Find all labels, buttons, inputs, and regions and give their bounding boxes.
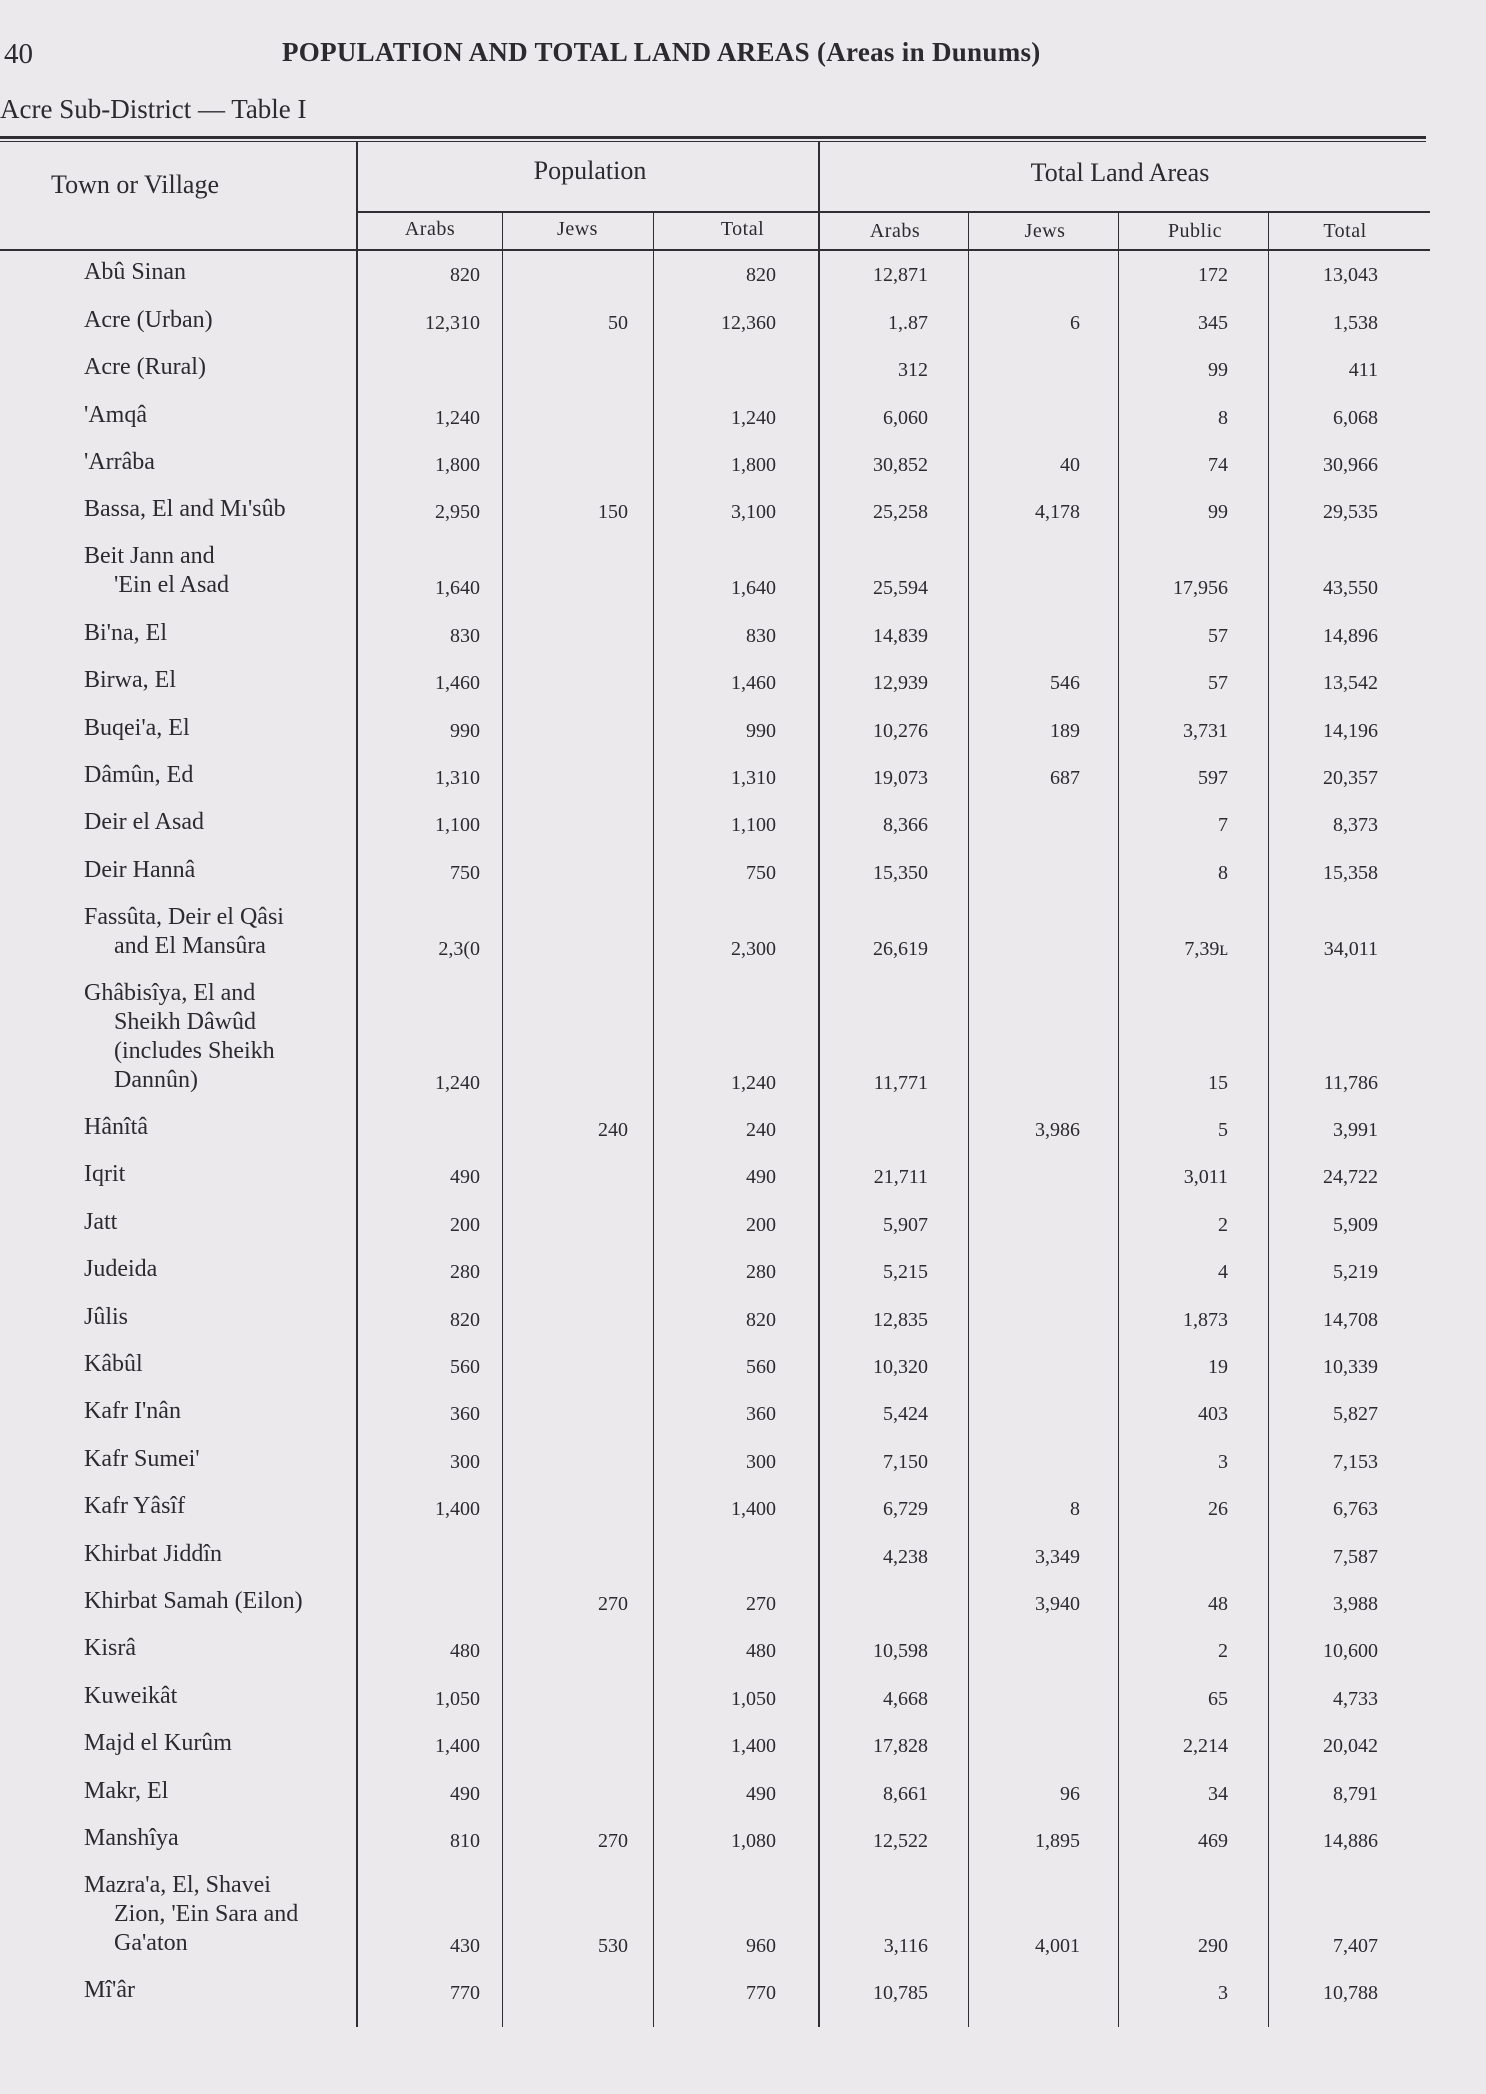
land-public-cell: 7 [1218, 814, 1228, 837]
land-public-cell: 26 [1208, 1498, 1228, 1521]
pop-total-cell: 750 [746, 861, 776, 884]
table-row [0, 1579, 1430, 1626]
land-arabs-cell: 8,366 [883, 814, 928, 837]
land-total-cell: 14,886 [1323, 1829, 1378, 1852]
pop-arabs-cell: 830 [450, 624, 480, 647]
pop-total-cell: 830 [746, 624, 776, 647]
pop-arabs-cell: 490 [450, 1166, 480, 1189]
village-name [84, 353, 354, 382]
land-total-cell: 1,538 [1333, 311, 1378, 334]
land-public-cell: 3,011 [1183, 1166, 1228, 1189]
land-public-cell: 5 [1218, 1119, 1228, 1142]
table-row [0, 345, 1430, 392]
village-name [84, 1350, 354, 1379]
land-total-cell: 11,786 [1323, 1071, 1378, 1094]
pop-total-cell: 1,080 [731, 1829, 776, 1852]
land-arabs-cell: 312 [898, 359, 928, 382]
table-row [0, 297, 1430, 344]
land-arabs-cell: 5,215 [883, 1261, 928, 1284]
village-name [84, 1255, 354, 1284]
pop-total-cell: 990 [746, 719, 776, 742]
village-name [84, 1208, 354, 1237]
land-total-cell: 6,763 [1333, 1498, 1378, 1521]
village-name [84, 1976, 354, 2005]
village-name-line: Bassa, El and Mı'sûb [84, 496, 286, 523]
table-row [0, 847, 1430, 894]
subheader-pop-jews: Jews [557, 218, 598, 240]
header-town: Town or Village [51, 170, 219, 199]
village-name [84, 903, 354, 961]
village-name-line: Iqrit [84, 1161, 126, 1188]
land-total-cell: 43,550 [1323, 577, 1378, 600]
pop-total-cell: 1,400 [731, 1498, 776, 1521]
village-name [84, 979, 354, 1095]
table-row [0, 658, 1430, 705]
land-arabs-cell: 12,522 [873, 1829, 928, 1852]
pop-total-cell: 820 [746, 264, 776, 287]
pop-total-cell: 1,050 [731, 1687, 776, 1710]
land-arabs-cell: 10,320 [873, 1356, 928, 1379]
village-name [84, 258, 354, 287]
pop-arabs-cell: 300 [450, 1450, 480, 1473]
pop-arabs-cell: 560 [450, 1356, 480, 1379]
pop-arabs-cell: 770 [450, 1982, 480, 2005]
land-total-cell: 3,988 [1333, 1592, 1378, 1615]
village-name-line: Kafr Sumei' [84, 1445, 200, 1472]
land-total-cell: 10,600 [1323, 1640, 1378, 1663]
pop-total-cell: 12,360 [721, 311, 776, 334]
land-public-cell: 3 [1218, 1450, 1228, 1473]
village-name-line: Acre (Urban) [84, 306, 213, 333]
land-arabs-cell: 17,828 [873, 1735, 928, 1758]
village-name [84, 306, 354, 335]
village-name-line: Makr, El [84, 1777, 169, 1804]
top-rule-thin [0, 141, 1426, 142]
pop-total-cell: 770 [746, 1982, 776, 2005]
land-arabs-cell: 12,939 [873, 672, 928, 695]
pop-arabs-cell: 490 [450, 1782, 480, 1805]
village-name [84, 1113, 354, 1142]
subheader-pop-arabs: Arabs [404, 218, 456, 240]
village-name-line: Majd el Kurûm [84, 1730, 232, 1757]
land-total-cell: 20,357 [1323, 766, 1378, 789]
table-row [0, 1389, 1430, 1436]
table-row [0, 1247, 1430, 1294]
village-name-line: Khirbat Samah (Eilon) [84, 1587, 303, 1614]
pop-arabs-cell: 1,240 [435, 406, 480, 429]
table-row [0, 1294, 1430, 1341]
land-public-cell: 99 [1208, 359, 1228, 382]
land-public-cell: 3,731 [1183, 719, 1228, 742]
pop-arabs-cell: 480 [450, 1640, 480, 1663]
land-public-cell: 74 [1208, 453, 1228, 476]
land-jews-cell: 189 [1050, 719, 1080, 742]
land-arabs-cell: 10,276 [873, 719, 928, 742]
land-public-cell: 34 [1208, 1782, 1228, 1805]
pop-arabs-cell: 1,050 [435, 1687, 480, 1710]
village-name [84, 714, 354, 743]
village-name-line: Beit Jann and [84, 543, 215, 570]
land-arabs-cell: 12,871 [873, 264, 928, 287]
village-name-line: Kâbûl [84, 1351, 143, 1378]
village-name [84, 1587, 354, 1616]
village-name-line: (includes Sheikh [114, 1037, 275, 1064]
village-name [84, 1871, 354, 1958]
land-arabs-cell: 10,785 [873, 1982, 928, 2005]
land-total-cell: 24,722 [1323, 1166, 1378, 1189]
land-jews-cell: 96 [1060, 1782, 1080, 1805]
village-name-line: Manshîya [84, 1824, 179, 1851]
table-row [0, 753, 1430, 800]
village-name [84, 761, 354, 790]
pop-arabs-cell: 200 [450, 1213, 480, 1236]
land-total-cell: 7,407 [1333, 1934, 1378, 1957]
land-public-cell: 57 [1208, 672, 1228, 695]
pop-total-cell: 960 [746, 1934, 776, 1957]
land-arabs-cell: 12,835 [873, 1308, 928, 1331]
village-name [84, 1634, 354, 1663]
land-public-cell: 4 [1218, 1261, 1228, 1284]
table-row [0, 610, 1430, 657]
top-rule [0, 136, 1426, 139]
land-arabs-cell: 4,238 [883, 1545, 928, 1568]
table-row [0, 392, 1430, 439]
pop-total-cell: 2,300 [731, 937, 776, 960]
pop-total-cell: 1,240 [731, 1071, 776, 1094]
table-row [0, 971, 1430, 1105]
table-row [0, 1484, 1430, 1531]
pop-total-cell: 1,240 [731, 406, 776, 429]
land-public-cell: 2,214 [1183, 1735, 1228, 1758]
land-public-cell: 17,956 [1173, 577, 1228, 600]
village-name-line: Khirbat Jiddîn [84, 1540, 222, 1567]
pop-total-cell: 300 [746, 1450, 776, 1473]
village-name [84, 495, 354, 524]
village-name-line: Judeida [84, 1256, 158, 1283]
village-name [84, 1303, 354, 1332]
land-jews-cell: 3,986 [1035, 1119, 1080, 1142]
data-table [0, 250, 1430, 2015]
table-row [0, 1152, 1430, 1199]
land-total-cell: 14,196 [1323, 719, 1378, 742]
village-name-line: 'Ein el Asad [114, 572, 229, 599]
village-name-line: Deir el Asad [84, 809, 204, 836]
table-row [0, 1342, 1430, 1389]
village-name [84, 808, 354, 837]
pop-total-cell: 480 [746, 1640, 776, 1663]
village-name-line: Dannûn) [114, 1066, 198, 1093]
table-subtitle: Acre Sub-District — Table I [0, 94, 307, 124]
pop-total-cell: 490 [746, 1782, 776, 1805]
land-public-cell: 597 [1198, 766, 1228, 789]
village-name-line: Mazra'a, El, Shavei [84, 1871, 271, 1898]
village-name-line: Kisrâ [84, 1635, 136, 1662]
village-name-line: Deir Hannâ [84, 856, 196, 883]
land-jews-cell: 40 [1060, 453, 1080, 476]
land-jews-cell: 4,001 [1035, 1934, 1080, 1957]
land-public-cell: 345 [1198, 311, 1228, 334]
pop-total-cell: 360 [746, 1403, 776, 1426]
land-total-cell: 14,708 [1323, 1308, 1378, 1331]
table-row [0, 1816, 1430, 1863]
land-total-cell: 13,542 [1323, 672, 1378, 695]
pop-jews-cell: 530 [598, 1934, 628, 1957]
header-population: Population [533, 156, 647, 185]
subheader-land-arabs: Arabs [869, 220, 921, 242]
land-public-cell: 48 [1208, 1592, 1228, 1615]
land-public-cell: 469 [1198, 1829, 1228, 1852]
village-name [84, 1492, 354, 1521]
land-arabs-cell: 6,060 [883, 406, 928, 429]
village-name-line: Acre (Rural) [84, 354, 206, 381]
land-arabs-cell: 10,598 [873, 1640, 928, 1663]
land-arabs-cell: 25,594 [873, 577, 928, 600]
land-total-cell: 10,788 [1323, 1982, 1378, 2005]
subheader-land-total: Total [1323, 220, 1367, 242]
pop-jews-cell: 150 [598, 501, 628, 524]
table-row [0, 1721, 1430, 1768]
land-arabs-cell: 14,839 [873, 624, 928, 647]
table-row [0, 1768, 1430, 1815]
land-public-cell: 65 [1208, 1687, 1228, 1710]
pop-arabs-cell: 360 [450, 1403, 480, 1426]
village-name [84, 1824, 354, 1853]
land-jews-cell: 6 [1070, 311, 1080, 334]
land-total-cell: 7,153 [1333, 1450, 1378, 1473]
table-row [0, 1199, 1430, 1246]
land-arabs-cell: 30,852 [873, 453, 928, 476]
village-name-line: Jûlis [84, 1303, 129, 1330]
subheader-pop-total: Total [720, 218, 765, 240]
land-arabs-cell: 15,350 [873, 861, 928, 884]
land-public-cell: 8 [1218, 406, 1228, 429]
pop-arabs-cell: 820 [450, 264, 480, 287]
pop-arabs-cell: 820 [450, 1308, 480, 1331]
village-name [84, 1397, 354, 1426]
subheader-land-jews: Jews [1024, 220, 1066, 242]
village-name-line: Buqei'a, El [84, 714, 190, 741]
pop-arabs-cell: 1,310 [435, 766, 480, 789]
village-name [84, 1540, 354, 1569]
table-row [0, 1436, 1430, 1483]
village-name-line: Jatt [84, 1208, 118, 1235]
pop-arabs-cell: 2,950 [435, 501, 480, 524]
land-total-cell: 5,827 [1333, 1403, 1378, 1426]
village-name-line: Ghâbisîya, El and [84, 979, 256, 1006]
land-total-cell: 15,358 [1323, 861, 1378, 884]
land-total-cell: 3,991 [1333, 1119, 1378, 1142]
land-public-cell: 290 [1198, 1934, 1228, 1957]
pop-arabs-cell: 430 [450, 1934, 480, 1957]
land-total-cell: 5,219 [1333, 1261, 1378, 1284]
pop-total-cell: 240 [746, 1119, 776, 1142]
village-name [84, 1777, 354, 1806]
land-public-cell: 2 [1218, 1213, 1228, 1236]
land-public-cell: 99 [1208, 501, 1228, 524]
land-public-cell: 57 [1208, 624, 1228, 647]
pop-total-cell: 1,310 [731, 766, 776, 789]
village-name [84, 1729, 354, 1758]
table-row [0, 487, 1430, 534]
pop-arabs-cell: 1,800 [435, 453, 480, 476]
table-row [0, 895, 1430, 971]
land-arabs-cell: 25,258 [873, 501, 928, 524]
pop-arabs-cell: 1,640 [435, 577, 480, 600]
land-total-cell: 13,043 [1323, 264, 1378, 287]
village-name-line: 'Arrâba [84, 448, 155, 475]
subheader-land-public: Public [1167, 220, 1223, 242]
village-name [84, 542, 354, 600]
pop-arabs-cell: 1,240 [435, 1071, 480, 1094]
pop-total-cell: 490 [746, 1166, 776, 1189]
pop-arabs-cell: 1,400 [435, 1498, 480, 1521]
village-name-line: Ga'aton [114, 1929, 188, 1956]
land-jews-cell: 1,895 [1035, 1829, 1080, 1852]
village-name-line: Sheikh Dâwûd [114, 1008, 256, 1035]
table-row [0, 440, 1430, 487]
land-jews-cell: 546 [1050, 672, 1080, 695]
pop-arabs-cell: 990 [450, 719, 480, 742]
page-title: POPULATION AND TOTAL LAND AREAS (Areas in Dunums) [282, 37, 1041, 67]
land-total-cell: 34,011 [1323, 937, 1378, 960]
land-public-cell: 19 [1208, 1356, 1228, 1379]
pop-total-cell: 1,400 [731, 1735, 776, 1758]
land-public-cell: 1,873 [1183, 1308, 1228, 1331]
land-total-cell: 30,966 [1323, 453, 1378, 476]
pop-total-cell: 820 [746, 1308, 776, 1331]
land-arabs-cell: 5,424 [883, 1403, 928, 1426]
land-arabs-cell: 7,150 [883, 1450, 928, 1473]
village-name-line: and El Mansûra [114, 932, 266, 959]
land-total-cell: 7,587 [1333, 1545, 1378, 1568]
table-row [0, 534, 1430, 610]
pop-arabs-cell: 2,3(0 [438, 937, 480, 960]
village-name-line: Kafr I'nân [84, 1398, 181, 1425]
land-public-cell: 8 [1218, 861, 1228, 884]
village-name-line: Bi'na, El [84, 619, 167, 646]
village-name-line: Dâmûn, Ed [84, 761, 194, 788]
village-name [84, 448, 354, 477]
page-number: 40 [4, 38, 33, 70]
table-row [0, 1105, 1430, 1152]
land-public-cell: 15 [1208, 1071, 1228, 1094]
pop-total-cell: 1,640 [731, 577, 776, 600]
pop-arabs-cell: 1,460 [435, 672, 480, 695]
pop-jews-cell: 270 [598, 1592, 628, 1615]
land-total-cell: 14,896 [1323, 624, 1378, 647]
land-arabs-cell: 11,771 [873, 1071, 928, 1094]
land-total-cell: 8,791 [1333, 1782, 1378, 1805]
land-total-cell: 4,733 [1333, 1687, 1378, 1710]
table-row [0, 1626, 1430, 1673]
land-arabs-cell: 3,116 [883, 1934, 928, 1957]
pop-arabs-cell: 1,400 [435, 1735, 480, 1758]
land-public-cell: 172 [1198, 264, 1228, 287]
land-jews-cell: 3,349 [1035, 1545, 1080, 1568]
pop-total-cell: 270 [746, 1592, 776, 1615]
village-name [84, 856, 354, 885]
land-total-cell: 20,042 [1323, 1735, 1378, 1758]
pop-jews-cell: 240 [598, 1119, 628, 1142]
land-arabs-cell: 26,619 [873, 937, 928, 960]
table-row [0, 1863, 1430, 1968]
land-public-cell: 403 [1198, 1403, 1228, 1426]
village-name [84, 1160, 354, 1189]
pop-total-cell: 1,100 [731, 814, 776, 837]
land-total-cell: 10,339 [1323, 1356, 1378, 1379]
pop-arabs-cell: 12,310 [425, 311, 480, 334]
pop-total-cell: 1,800 [731, 453, 776, 476]
pop-jews-cell: 270 [598, 1829, 628, 1852]
land-total-cell: 6,068 [1333, 406, 1378, 429]
village-name-line: Hânîtâ [84, 1114, 148, 1141]
table-row [0, 705, 1430, 752]
land-total-cell: 8,373 [1333, 814, 1378, 837]
land-arabs-cell: 21,711 [873, 1166, 928, 1189]
village-name [84, 401, 354, 430]
land-total-cell: 411 [1348, 359, 1378, 382]
header-rule-mid [357, 211, 1430, 213]
village-name-line: Mî'âr [84, 1977, 135, 2004]
land-total-cell: 29,535 [1323, 501, 1378, 524]
table-row [0, 1968, 1430, 2015]
land-total-cell: 5,909 [1333, 1213, 1378, 1236]
village-name-line: Birwa, El [84, 667, 176, 694]
pop-total-cell: 280 [746, 1261, 776, 1284]
village-name-line: 'Amqâ [84, 401, 147, 428]
pop-total-cell: 200 [746, 1213, 776, 1236]
land-arabs-cell: 6,729 [883, 1498, 928, 1521]
village-name [84, 619, 354, 648]
land-arabs-cell: 4,668 [883, 1687, 928, 1710]
village-name [84, 666, 354, 695]
village-name-line: Zion, 'Ein Sara and [114, 1900, 299, 1927]
table-row [0, 800, 1430, 847]
village-name-line: Abû Sinan [84, 259, 186, 286]
land-public-cell: 7,39ʟ [1184, 937, 1228, 960]
pop-total-cell: 560 [746, 1356, 776, 1379]
header-land: Total Land Areas [1030, 158, 1210, 187]
pop-total-cell: 3,100 [731, 501, 776, 524]
table-row [0, 1531, 1430, 1578]
village-name [84, 1682, 354, 1711]
pop-arabs-cell: 750 [450, 861, 480, 884]
table-row [0, 250, 1430, 297]
pop-arabs-cell: 810 [450, 1829, 480, 1852]
table-row [0, 1673, 1430, 1720]
village-name-line: Kafr Yâsîf [84, 1493, 186, 1520]
village-name [84, 1445, 354, 1474]
land-jews-cell: 3,940 [1035, 1592, 1080, 1615]
land-arabs-cell: 19,073 [873, 766, 928, 789]
land-arabs-cell: 8,661 [883, 1782, 928, 1805]
land-jews-cell: 8 [1070, 1498, 1080, 1521]
land-jews-cell: 4,178 [1035, 501, 1080, 524]
pop-total-cell: 1,460 [731, 672, 776, 695]
land-arabs-cell: 5,907 [883, 1213, 928, 1236]
pop-arabs-cell: 280 [450, 1261, 480, 1284]
village-name-line: Kuweikât [84, 1682, 178, 1709]
land-jews-cell: 687 [1050, 766, 1080, 789]
land-public-cell: 3 [1218, 1982, 1228, 2005]
village-name-line: Fassûta, Deir el Qâsi [84, 903, 284, 930]
land-public-cell: 2 [1218, 1640, 1228, 1663]
pop-jews-cell: 50 [608, 311, 628, 334]
pop-arabs-cell: 1,100 [435, 814, 480, 837]
land-arabs-cell: 1,.87 [888, 311, 928, 334]
